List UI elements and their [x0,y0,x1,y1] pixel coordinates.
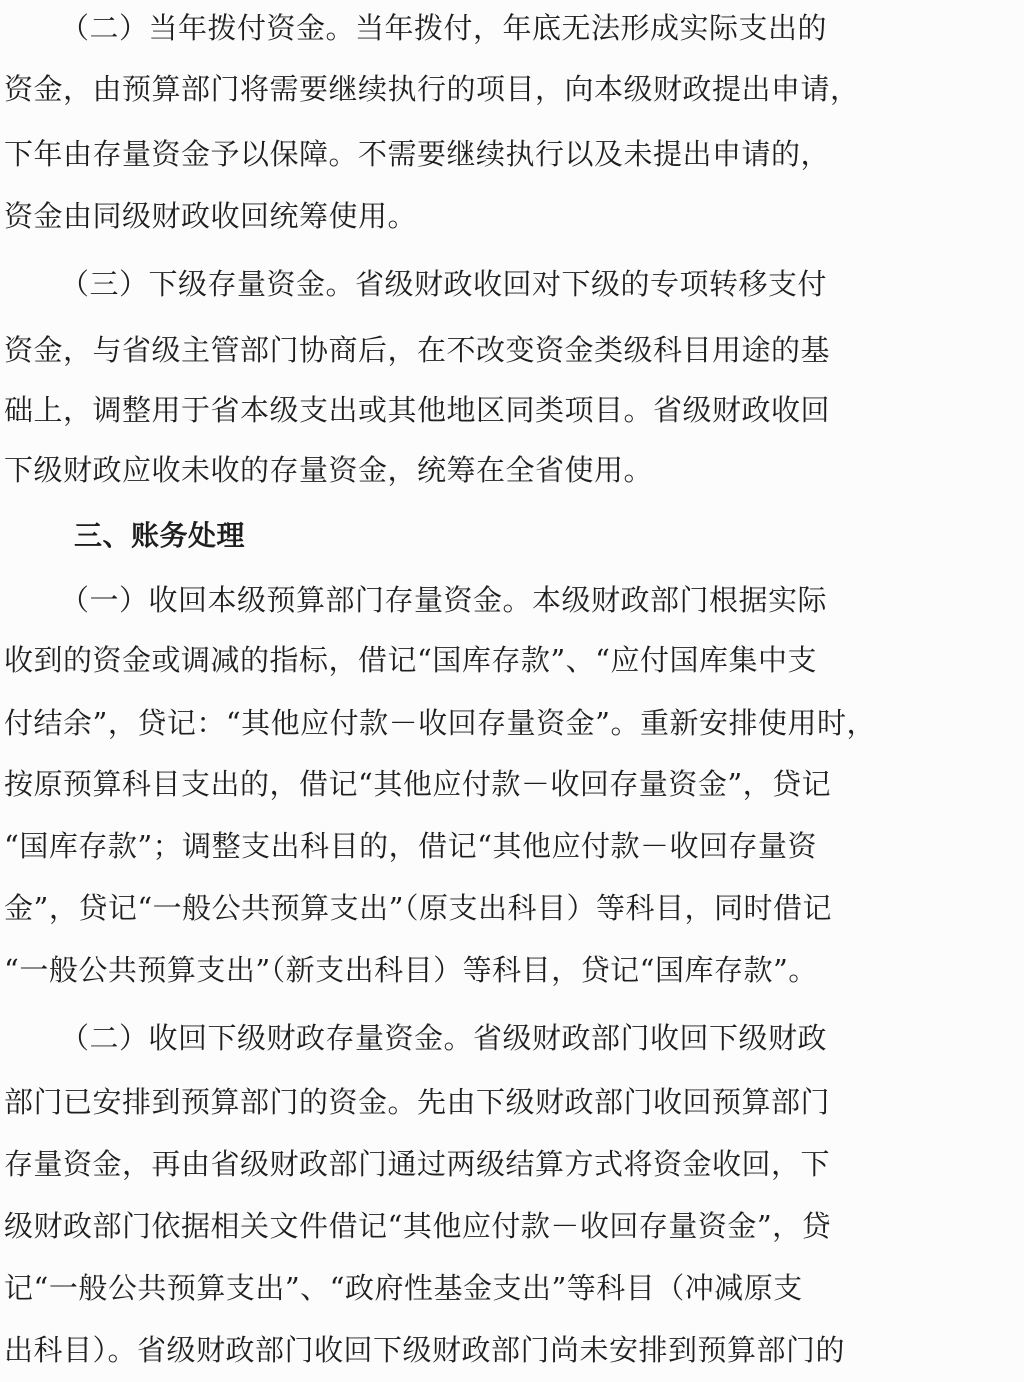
paragraph-line: （一）收回本级预算部门存量资金。本级财政部门根据实际 [60,583,828,617]
paragraph-line: 资金，与省级主管部门协商后，在不改变资金类级科目用途的基 [4,333,831,367]
paragraph-line: 资金，由预算部门将需要继续执行的项目，向本级财政提出申请， [4,72,860,106]
paragraph-line: 下级财政应收未收的存量资金，统筹在全省使用。 [4,453,654,487]
paragraph-line: （三）下级存量资金。省级财政收回对下级的专项转移支付 [60,267,828,301]
paragraph-line: （二）当年拨付资金。当年拨付，年底无法形成实际支出的 [60,11,828,45]
paragraph-line: 下年由存量资金予以保障。不需要继续执行以及未提出申请的， [4,137,831,171]
section-heading: 三、账务处理 [74,519,246,552]
paragraph-line: 部门已安排到预算部门的资金。先由下级财政部门收回预算部门 [4,1085,831,1119]
paragraph-line: 付结余”，贷记：“其他应付款－收回存量资金”。重新安排使用时， [4,706,876,740]
paragraph-line: 按原预算科目支出的，借记“其他应付款－收回存量资金”，贷记 [4,767,832,801]
paragraph-line: 收到的资金或调减的指标，借记“国库存款”、“应付国库集中支 [4,643,817,677]
paragraph-line: “一般公共预算支出”（新支出科目）等科目，贷记“国库存款”。 [4,953,818,987]
paragraph-line: 础上，调整用于省本级支出或其他地区同类项目。省级财政收回 [4,393,831,427]
paragraph-line: 出科目）。省级财政部门收回下级财政部门尚未安排到预算部门的 [4,1333,846,1367]
paragraph-line: 级财政部门依据相关文件借记“其他应付款－收回存量资金”，贷 [4,1209,832,1243]
paragraph-line: 记“一般公共预算支出”、“政府性基金支出”等科目（冲减原支 [4,1271,803,1305]
paragraph-line: 资金由同级财政收回统筹使用。 [4,199,418,233]
paragraph-line: （二）收回下级财政存量资金。省级财政部门收回下级财政 [60,1021,828,1055]
paragraph-line: 金”，贷记“一般公共预算支出”（原支出科目）等科目，同时借记 [4,891,832,925]
paragraph-line: “国库存款”；调整支出科目的，借记“其他应付款－收回存量资 [4,829,817,863]
paragraph-line: 存量资金，再由省级财政部门通过两级结算方式将资金收回，下 [4,1147,831,1181]
